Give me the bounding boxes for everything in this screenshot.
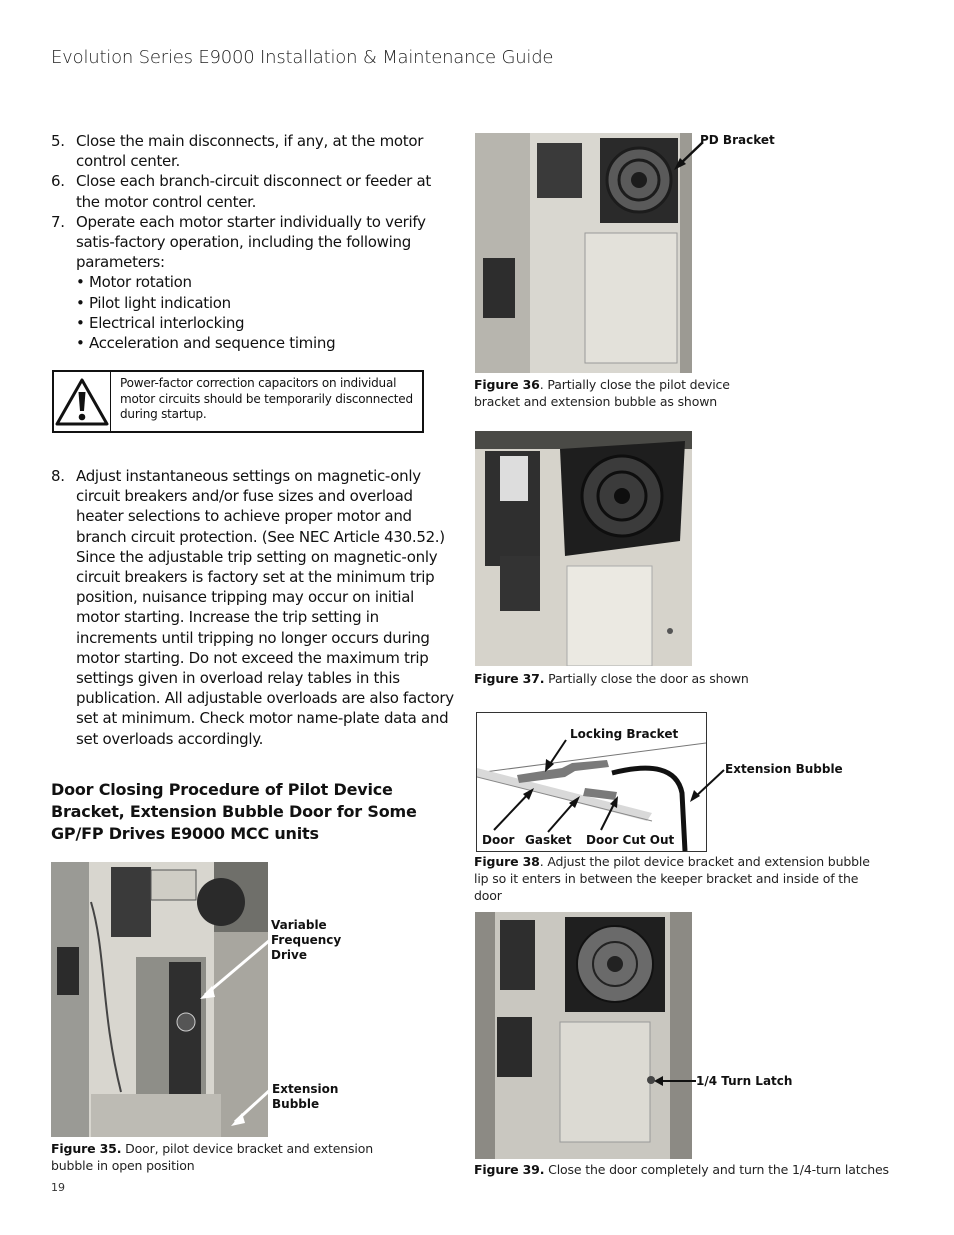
bullet-item: • Pilot light indication: [76, 293, 231, 312]
warning-text: Power-factor correction capacitors on individual motor circuits should be temporarily disconnected during startup.: [120, 376, 413, 421]
caption-text: Partially close the door as shown: [544, 671, 749, 686]
figure-36-photo: [475, 133, 692, 373]
step-text: Operate each motor starter individually to verify satis-factory operation, including the following parameters:: [76, 212, 426, 272]
warning-icon-cell: [54, 372, 111, 431]
figure-38-caption: [474, 853, 884, 904]
page-header-title: Evolution Series E9000 Installation & Maintenance Guide: [51, 47, 554, 68]
caption-text: Door, pilot device bracket and extension bubble in open position: [51, 1141, 373, 1173]
step-number: 6.: [51, 172, 65, 191]
figure-39-photo: [475, 912, 692, 1159]
caption-text: . Adjust the pilot device bracket and extension bubble lip so it enters in between the keeper bracket and inside of the door: [474, 854, 870, 903]
callout-line: Bubble: [272, 1097, 320, 1111]
step-text: Close the main disconnects, if any, at the motor control center.: [76, 132, 424, 171]
figure-37-photo: [475, 431, 692, 666]
callout-extension-bubble: [272, 1082, 338, 1112]
figure-label: Figure 38: [474, 854, 540, 869]
callout-extension-bubble-38: Extension Bubble: [725, 762, 843, 776]
bullet-item: • Electrical interlocking: [76, 313, 245, 332]
step-number: 8.: [51, 467, 65, 485]
caption-text: . Partially close the pilot device bracket and extension bubble as shown: [474, 377, 730, 409]
partially-closed-door-illustration: [475, 431, 692, 666]
callout-variable-frequency-drive: [271, 918, 341, 963]
callout-pd-bracket: PD Bracket: [700, 133, 775, 147]
figure-label: Figure 39.: [474, 1162, 545, 1177]
section-heading: Door Closing Procedure of Pilot Device Bracket, Extension Bubble Door for Some GP/FP Drives E9000 MCC units: [51, 780, 417, 843]
figure-36-caption: [474, 376, 774, 410]
closed-door-illustration: [475, 912, 692, 1159]
list-item: [51, 131, 455, 171]
callout-line: Extension: [272, 1082, 339, 1096]
page-number: 19: [51, 1181, 65, 1194]
step-number: 5.: [51, 132, 65, 150]
caption-text: Close the door completely and turn the 1/4-turn latches: [544, 1162, 889, 1177]
figure-label: Figure 36: [474, 377, 540, 392]
list-item: [51, 171, 455, 211]
list-item: [51, 466, 455, 749]
step-text: Close each branch-circuit disconnect or feeder at the motor control center.: [76, 172, 431, 211]
steps-list: [51, 131, 455, 353]
callout-locking-bracket: Locking Bracket: [570, 727, 679, 741]
figure-37-caption: [474, 670, 874, 687]
figure-35-caption: [51, 1140, 411, 1174]
callout-line: Drive: [271, 948, 307, 962]
step-text: Adjust instantaneous settings on magnetic-only circuit breakers and/or fuse sizes and overload heater selections to achieve proper motor and branch circuit protection. (See NEC Article 430.52.) Since the adjustable trip setting on magnetic-only circuit breakers is factory set at the minimum trip position, nuisance tripping may occur on initial motor starting. Increase the trip setting in increments until tripping no longer occurs during motor starting. Do not exceed the maximum trip settings given in overload relay tables in this publication. All adjustable overloads are also factory set at minimum. Check motor name-plate data and set overloads accordingly.: [76, 467, 454, 748]
callout-line: Frequency: [271, 933, 342, 947]
pd-bracket-illustration: [475, 133, 692, 373]
bullet-item: • Motor rotation: [76, 273, 192, 292]
warning-triangle-icon: [54, 377, 110, 427]
figure-label: Figure 37.: [474, 671, 545, 686]
step-8: [51, 466, 455, 749]
step-number: 7.: [51, 212, 65, 231]
callout-line: Variable: [271, 918, 327, 932]
list-item: [51, 212, 455, 273]
warning-box: [52, 370, 424, 433]
callout-door-cut-out: Door Cut Out: [586, 833, 675, 847]
figure-label: Figure 35.: [51, 1141, 122, 1156]
callout-gasket: Gasket: [525, 833, 572, 847]
figure-35-arrows: [160, 930, 280, 1130]
figure-39-caption: [474, 1161, 904, 1178]
figure-39-arrow: [650, 1073, 700, 1089]
callout-quarter-turn-latch: 1/4 Turn Latch: [696, 1074, 793, 1088]
callout-door: Door: [482, 833, 515, 847]
bullet-item: • Acceleration and sequence timing: [76, 334, 336, 353]
